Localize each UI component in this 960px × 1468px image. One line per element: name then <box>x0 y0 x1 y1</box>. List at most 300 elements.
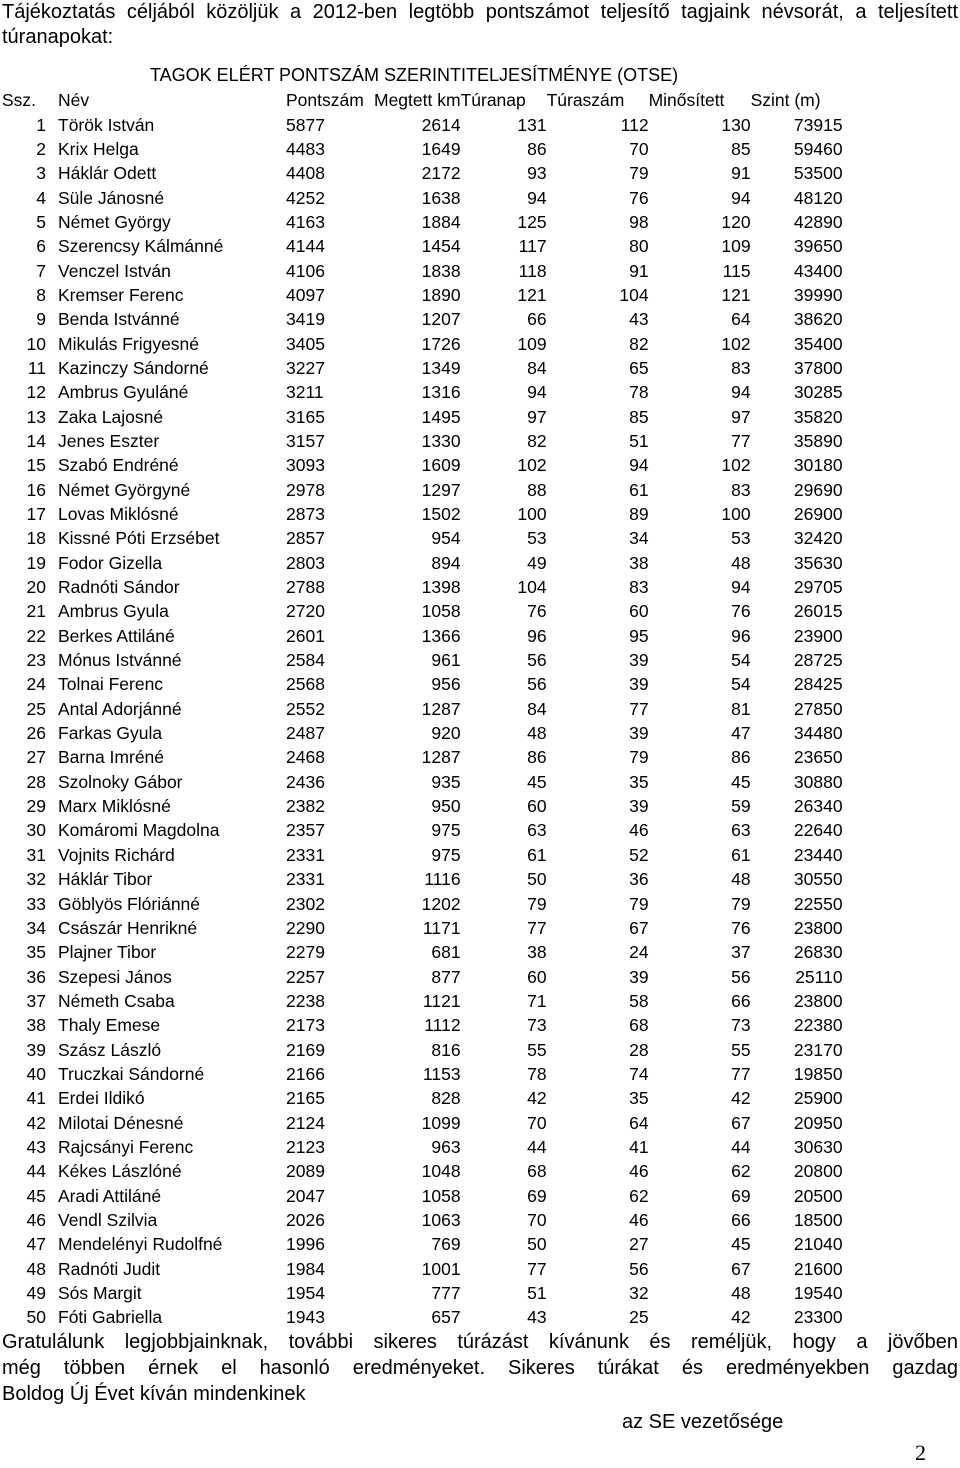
cell-qualified: 47 <box>731 723 751 744</box>
cell-km: 956 <box>431 674 461 695</box>
cell-km: 950 <box>431 796 461 817</box>
table-header-row <box>0 88 843 112</box>
table-row <box>0 1232 843 1256</box>
cell-km: 657 <box>431 1307 461 1328</box>
cell-km: 1366 <box>421 625 461 646</box>
cell-tour-days: 45 <box>527 771 547 792</box>
table-row <box>0 624 843 648</box>
cell-qualified: 45 <box>731 771 751 792</box>
cell-tour-count: 64 <box>629 1112 649 1133</box>
cell-qualified: 97 <box>731 406 751 427</box>
table-row <box>0 989 843 1013</box>
cell-km: 1287 <box>421 698 461 719</box>
cell-points: 2238 <box>286 990 325 1011</box>
cell-name: Lovas Miklósné <box>58 504 179 525</box>
cell-points: 2279 <box>286 942 325 963</box>
cell-km: 1001 <box>421 1258 461 1279</box>
cell-elevation: 22640 <box>793 820 843 841</box>
table-row <box>0 453 843 477</box>
cell-tour-count: 24 <box>629 942 649 963</box>
cell-km: 1297 <box>421 479 461 500</box>
table-row <box>0 1208 843 1232</box>
closing-line: Boldog Új Évet kíván mindenkinek <box>2 1383 306 1405</box>
cell-tour-count: 39 <box>629 723 649 744</box>
cell-rank: 18 <box>26 528 46 549</box>
cell-tour-days: 44 <box>527 1136 547 1157</box>
cell-qualified: 48 <box>731 552 751 573</box>
cell-qualified: 66 <box>731 1209 751 1230</box>
cell-km: 1063 <box>421 1209 461 1230</box>
cell-km: 1330 <box>421 430 461 451</box>
table-row <box>0 210 843 234</box>
cell-name: Török István <box>58 114 155 135</box>
cell-tour-days: 117 <box>518 236 547 257</box>
closing-paragraph <box>2 1329 958 1407</box>
cell-rank: 45 <box>26 1185 46 1206</box>
cell-rank: 16 <box>26 479 46 500</box>
table-row <box>0 1086 843 1110</box>
cell-qualified: 45 <box>731 1234 751 1255</box>
cell-tour-count: 79 <box>629 163 649 184</box>
column-header-km: Megtett km <box>374 90 461 111</box>
table-row <box>0 1013 843 1037</box>
cell-elevation: 26830 <box>793 942 843 963</box>
cell-tour-days: 86 <box>527 747 547 768</box>
cell-points: 3227 <box>286 357 325 378</box>
cell-qualified: 44 <box>731 1136 751 1157</box>
cell-tour-days: 97 <box>527 406 547 427</box>
cell-km: 1153 <box>422 1063 461 1084</box>
cell-elevation: 20950 <box>793 1112 843 1133</box>
cell-points: 2978 <box>286 479 325 500</box>
cell-rank: 35 <box>26 942 46 963</box>
cell-tour-days: 49 <box>527 552 547 573</box>
cell-points: 2302 <box>286 893 325 914</box>
cell-elevation: 22380 <box>793 1015 843 1036</box>
cell-rank: 41 <box>26 1088 46 1109</box>
table-row <box>0 721 843 745</box>
cell-name: Kissné Póti Erzsébet <box>58 528 220 549</box>
cell-tour-days: 86 <box>527 138 547 159</box>
cell-qualified: 67 <box>731 1258 751 1279</box>
cell-rank: 13 <box>26 406 46 427</box>
cell-rank: 32 <box>26 869 46 890</box>
cell-rank: 27 <box>26 747 46 768</box>
cell-tour-days: 71 <box>527 990 547 1011</box>
cell-name: Barna Imréné <box>58 747 165 768</box>
cell-tour-count: 58 <box>629 990 649 1011</box>
cell-points: 2123 <box>286 1136 325 1157</box>
cell-rank: 34 <box>26 917 46 938</box>
cell-km: 1495 <box>421 406 461 427</box>
cell-elevation: 23440 <box>793 844 843 865</box>
column-header-tour-days: Túranap <box>460 90 526 111</box>
cell-km: 1726 <box>421 333 461 354</box>
cell-elevation: 32420 <box>793 528 843 549</box>
cell-tour-days: 79 <box>527 893 547 914</box>
cell-tour-count: 76 <box>629 187 649 208</box>
cell-name: Szepesi János <box>58 966 172 987</box>
cell-rank: 6 <box>36 236 46 257</box>
cell-name: Szabó Endréné <box>58 455 179 476</box>
closing-line: Gratulálunk legjobbjainknak, további sikeres túrázást kívánunk és reméljük, hogy a jövőben <box>2 1331 958 1353</box>
cell-rank: 28 <box>26 771 46 792</box>
cell-tour-days: 48 <box>527 723 547 744</box>
cell-qualified: 76 <box>731 917 751 938</box>
cell-km: 1116 <box>424 869 461 890</box>
cell-tour-days: 70 <box>527 1209 547 1230</box>
cell-qualified: 121 <box>721 284 751 305</box>
table-row <box>0 1183 843 1207</box>
cell-points: 2601 <box>286 625 325 646</box>
cell-elevation: 28725 <box>793 650 843 671</box>
cell-km: 963 <box>431 1136 461 1157</box>
cell-km: 1287 <box>421 747 461 768</box>
cell-km: 1171 <box>422 917 461 938</box>
cell-rank: 12 <box>26 382 46 403</box>
cell-km: 1112 <box>424 1015 461 1036</box>
cell-km: 975 <box>431 844 461 865</box>
table-row <box>0 258 843 282</box>
table-row <box>0 599 843 623</box>
cell-qualified: 96 <box>731 625 751 646</box>
table-row <box>0 916 843 940</box>
cell-rank: 10 <box>26 333 46 354</box>
cell-rank: 2 <box>36 138 46 159</box>
cell-points: 4483 <box>286 138 325 159</box>
cell-tour-count: 34 <box>629 528 649 549</box>
cell-tour-count: 112 <box>620 114 649 135</box>
cell-tour-count: 25 <box>629 1307 649 1328</box>
cell-rank: 22 <box>26 625 46 646</box>
table-row <box>0 137 843 161</box>
cell-tour-days: 82 <box>527 430 547 451</box>
cell-rank: 40 <box>26 1063 46 1084</box>
table-title: TAGOK ELÉRT PONTSZÁM SZERINTITELJESÍTMÉNYE (OTSE) <box>150 65 679 85</box>
table-row <box>0 867 843 891</box>
closing-line: még többen érnek el hasonló eredményeket. Sikeres túrákat és eredményekben gazdag <box>2 1357 958 1379</box>
cell-name: Komáromi Magdolna <box>58 820 220 841</box>
cell-rank: 43 <box>26 1136 46 1157</box>
cell-name: Császár Henrikné <box>58 917 198 938</box>
table-row <box>0 964 843 988</box>
cell-tour-days: 93 <box>527 163 547 184</box>
cell-tour-days: 76 <box>527 601 547 622</box>
cell-tour-count: 98 <box>629 211 649 232</box>
cell-rank: 14 <box>26 430 46 451</box>
cell-tour-count: 41 <box>629 1136 649 1157</box>
cell-qualified: 69 <box>731 1185 751 1206</box>
cell-km: 894 <box>431 552 461 573</box>
cell-elevation: 26900 <box>793 504 843 525</box>
cell-km: 1058 <box>421 601 461 622</box>
cell-qualified: 81 <box>731 698 751 719</box>
cell-tour-days: 60 <box>527 796 547 817</box>
table-row <box>0 185 843 209</box>
cell-rank: 42 <box>26 1112 46 1133</box>
cell-tour-days: 61 <box>527 844 547 865</box>
cell-name: Kazinczy Sándorné <box>58 357 209 378</box>
cell-elevation: 30550 <box>793 869 843 890</box>
cell-name: Berkes Attiláné <box>58 625 175 646</box>
table-row <box>0 1257 843 1281</box>
cell-km: 2614 <box>421 114 461 135</box>
cell-rank: 38 <box>26 1015 46 1036</box>
cell-km: 769 <box>431 1234 461 1255</box>
cell-name: Mikulás Frigyesné <box>58 333 200 354</box>
cell-km: 681 <box>431 942 461 963</box>
cell-tour-days: 70 <box>527 1112 547 1133</box>
cell-qualified: 61 <box>731 844 751 865</box>
cell-name: Sós Margit <box>58 1283 142 1304</box>
cell-qualified: 91 <box>731 163 751 184</box>
cell-km: 961 <box>431 650 461 671</box>
cell-points: 4408 <box>286 163 325 184</box>
cell-qualified: 67 <box>731 1112 751 1133</box>
cell-rank: 30 <box>26 820 46 841</box>
cell-elevation: 19850 <box>793 1063 843 1084</box>
cell-name: Ambrus Gyuláné <box>58 382 189 403</box>
cell-qualified: 42 <box>731 1307 751 1328</box>
cell-tour-count: 70 <box>629 138 649 159</box>
cell-tour-count: 65 <box>629 357 649 378</box>
cell-qualified: 100 <box>721 504 751 525</box>
cell-qualified: 130 <box>721 114 751 135</box>
table-row <box>0 575 843 599</box>
ranking-table <box>0 88 843 1330</box>
signature: az SE vezetősége <box>622 1411 784 1433</box>
table-row <box>0 283 843 307</box>
cell-rank: 36 <box>26 966 46 987</box>
column-header-points: Pontszám <box>286 90 364 111</box>
cell-tour-count: 80 <box>629 236 649 257</box>
cell-points: 2436 <box>286 771 325 792</box>
table-row <box>0 161 843 185</box>
cell-rank: 7 <box>36 260 46 281</box>
cell-tour-days: 73 <box>527 1015 547 1036</box>
cell-km: 1454 <box>421 236 461 257</box>
cell-tour-count: 104 <box>619 284 649 305</box>
cell-tour-days: 131 <box>517 114 547 135</box>
cell-points: 4106 <box>286 260 325 281</box>
cell-qualified: 85 <box>731 138 751 159</box>
cell-points: 2468 <box>286 747 325 768</box>
cell-elevation: 20500 <box>793 1185 843 1206</box>
cell-tour-count: 39 <box>629 966 649 987</box>
cell-points: 4163 <box>286 211 325 232</box>
cell-points: 3165 <box>286 406 325 427</box>
cell-km: 1121 <box>422 990 461 1011</box>
cell-elevation: 23800 <box>793 917 843 938</box>
table-row <box>0 1159 843 1183</box>
cell-elevation: 39650 <box>793 236 843 257</box>
cell-rank: 26 <box>26 723 46 744</box>
cell-km: 816 <box>431 1039 461 1060</box>
cell-km: 1838 <box>421 260 461 281</box>
cell-rank: 11 <box>27 357 46 378</box>
cell-elevation: 29690 <box>793 479 843 500</box>
cell-elevation: 38620 <box>793 309 843 330</box>
cell-rank: 4 <box>36 187 46 208</box>
cell-tour-days: 50 <box>527 1234 547 1255</box>
cell-tour-count: 78 <box>629 382 649 403</box>
cell-tour-days: 94 <box>527 382 547 403</box>
cell-km: 1207 <box>421 309 461 330</box>
cell-tour-count: 95 <box>629 625 649 646</box>
cell-km: 1884 <box>421 211 461 232</box>
cell-points: 4097 <box>286 284 325 305</box>
cell-qualified: 54 <box>731 674 751 695</box>
cell-rank: 46 <box>26 1209 46 1230</box>
cell-tour-count: 56 <box>629 1258 649 1279</box>
cell-points: 4252 <box>286 187 325 208</box>
cell-points: 4144 <box>286 236 325 257</box>
cell-elevation: 53500 <box>793 163 843 184</box>
cell-tour-count: 35 <box>629 771 649 792</box>
cell-qualified: 94 <box>731 382 751 403</box>
cell-qualified: 79 <box>731 893 751 914</box>
cell-elevation: 27850 <box>793 698 843 719</box>
cell-tour-days: 121 <box>517 284 547 305</box>
cell-name: Háklár Tibor <box>58 869 153 890</box>
cell-km: 1398 <box>421 577 461 598</box>
cell-elevation: 19540 <box>793 1283 843 1304</box>
table-row <box>0 1037 843 1061</box>
cell-tour-days: 96 <box>527 625 547 646</box>
cell-points: 3093 <box>286 455 325 476</box>
cell-elevation: 25900 <box>793 1088 843 1109</box>
cell-tour-count: 60 <box>629 601 649 622</box>
cell-km: 935 <box>431 771 461 792</box>
cell-elevation: 73915 <box>793 114 843 135</box>
column-header-name: Név <box>58 90 90 111</box>
cell-elevation: 18500 <box>793 1209 843 1230</box>
table-row <box>0 331 843 355</box>
cell-points: 2873 <box>286 504 325 525</box>
cell-points: 2165 <box>286 1088 325 1109</box>
cell-tour-count: 39 <box>629 650 649 671</box>
cell-qualified: 94 <box>731 187 751 208</box>
cell-tour-days: 55 <box>527 1039 547 1060</box>
cell-tour-days: 53 <box>527 528 547 549</box>
table-row <box>0 234 843 258</box>
cell-name: Rajcsányi Ferenc <box>58 1136 194 1157</box>
cell-tour-count: 68 <box>629 1015 649 1036</box>
cell-elevation: 23900 <box>793 625 843 646</box>
cell-tour-days: 56 <box>527 650 547 671</box>
cell-points: 1943 <box>286 1307 325 1328</box>
cell-name: Ambrus Gyula <box>58 601 169 622</box>
cell-tour-count: 32 <box>629 1283 649 1304</box>
cell-rank: 50 <box>26 1307 46 1328</box>
cell-qualified: 120 <box>721 211 751 232</box>
cell-tour-count: 79 <box>629 893 649 914</box>
cell-name: Erdei Ildikó <box>58 1088 145 1109</box>
cell-km: 920 <box>431 723 461 744</box>
cell-name: Fodor Gizella <box>58 552 163 573</box>
cell-tour-count: 43 <box>629 309 649 330</box>
table-row <box>0 672 843 696</box>
cell-km: 954 <box>431 528 461 549</box>
cell-tour-count: 46 <box>629 1209 649 1230</box>
cell-qualified: 77 <box>731 430 751 451</box>
table-row <box>0 1062 843 1086</box>
page-number: 2 <box>915 1440 926 1465</box>
cell-elevation: 23650 <box>793 747 843 768</box>
cell-rank: 5 <box>36 211 46 232</box>
cell-points: 2026 <box>286 1209 325 1230</box>
column-header-qualified: Minősített <box>648 90 725 111</box>
cell-name: Németh Csaba <box>58 990 175 1011</box>
cell-km: 1316 <box>421 382 461 403</box>
cell-tour-days: 102 <box>517 455 547 476</box>
table-row <box>0 770 843 794</box>
cell-name: Göblyös Flóriánné <box>58 893 201 914</box>
cell-tour-days: 60 <box>527 966 547 987</box>
cell-qualified: 37 <box>731 942 751 963</box>
cell-points: 2124 <box>286 1112 325 1133</box>
cell-tour-days: 77 <box>527 1258 547 1279</box>
table-row <box>0 745 843 769</box>
table-row <box>0 697 843 721</box>
cell-km: 1202 <box>421 893 461 914</box>
cell-points: 2047 <box>286 1185 325 1206</box>
cell-name: Kékes Lászlóné <box>58 1161 182 1182</box>
cell-elevation: 21040 <box>793 1234 843 1255</box>
cell-tour-count: 27 <box>629 1234 649 1255</box>
cell-points: 2166 <box>286 1063 325 1084</box>
cell-rank: 44 <box>26 1161 46 1182</box>
cell-tour-days: 100 <box>517 504 547 525</box>
cell-rank: 29 <box>26 796 46 817</box>
cell-km: 1099 <box>421 1112 461 1133</box>
cell-name: Vojnits Richárd <box>58 844 175 865</box>
cell-elevation: 35820 <box>793 406 843 427</box>
cell-qualified: 48 <box>731 1283 751 1304</box>
cell-km: 877 <box>431 966 461 987</box>
cell-rank: 37 <box>26 990 46 1011</box>
table-row <box>0 404 843 428</box>
cell-name: Tolnai Ferenc <box>58 674 164 695</box>
cell-tour-days: 43 <box>527 1307 547 1328</box>
cell-qualified: 54 <box>731 650 751 671</box>
cell-name: Német Györgyné <box>58 479 191 500</box>
cell-elevation: 26340 <box>793 796 843 817</box>
cell-tour-days: 68 <box>527 1161 547 1182</box>
table-row <box>0 307 843 331</box>
cell-tour-count: 46 <box>629 1161 649 1182</box>
cell-points: 2584 <box>286 650 325 671</box>
cell-name: Szász László <box>58 1039 162 1060</box>
cell-tour-days: 118 <box>518 260 547 281</box>
table-row <box>0 356 843 380</box>
cell-km: 975 <box>431 820 461 841</box>
cell-tour-count: 38 <box>629 552 649 573</box>
cell-elevation: 25110 <box>795 966 843 987</box>
cell-elevation: 43400 <box>793 260 843 281</box>
cell-qualified: 48 <box>731 869 751 890</box>
cell-elevation: 20800 <box>793 1161 843 1182</box>
cell-elevation: 35400 <box>793 333 843 354</box>
cell-name: Benda Istvánné <box>58 309 180 330</box>
cell-name: Farkas Gyula <box>58 723 163 744</box>
cell-points: 3405 <box>286 333 325 354</box>
cell-qualified: 102 <box>721 455 751 476</box>
cell-name: Thaly Emese <box>58 1015 161 1036</box>
cell-rank: 9 <box>36 309 46 330</box>
table-row <box>0 1305 843 1329</box>
cell-qualified: 73 <box>731 1015 751 1036</box>
